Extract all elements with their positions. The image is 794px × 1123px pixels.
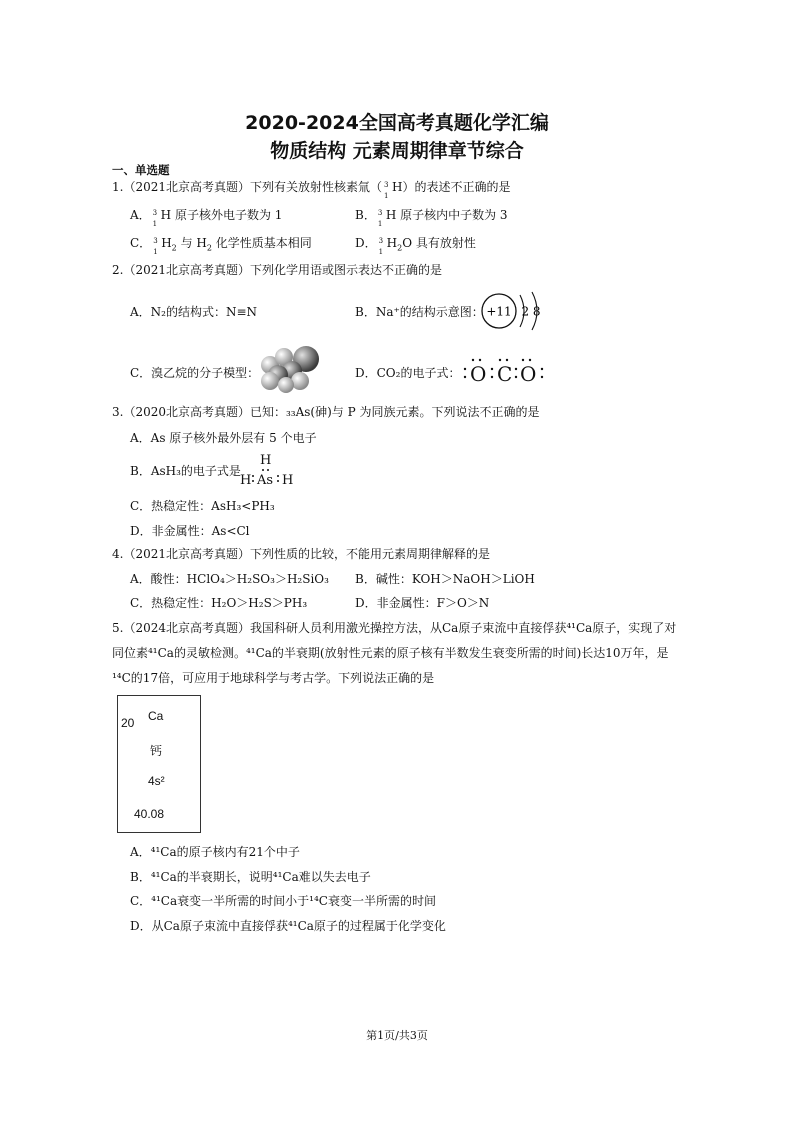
- element-name: 钙: [150, 744, 163, 758]
- question-3-option-b: B．AsH₃的电子式是: [130, 464, 241, 478]
- question-5-option-a: A．⁴¹Ca的原子核内有21个中子: [130, 845, 300, 859]
- page-footer: 第1页/共3页: [366, 1029, 428, 1042]
- question-2-option-c: C．溴乙烷的分子模型：: [130, 366, 260, 380]
- question-1-option-d: D． 3 1 $H_2O$ 具有放射性: [355, 236, 476, 256]
- svg-text:O: O: [470, 362, 487, 386]
- question-4-option-c: C．热稳定性：H₂O＞H₂S＞PH₃: [130, 596, 308, 610]
- nucleus-charge: +11: [486, 304, 512, 319]
- section-heading: 一、单选题: [112, 163, 170, 177]
- question-1-stem: 1.（2021北京高考真题）下列有关放射性核素氚（ 3 1 H）的表述不正确的是: [112, 180, 511, 200]
- question-4-option-a: A．酸性：HClO₄＞H₂SO₃＞H₂SiO₃: [130, 572, 329, 586]
- question-5-stem-line-1: 5.（2024北京高考真题）我国科研人员利用激光操控方法，从Ca原子束流中直接俘获⁴¹Ca原子，实现了对: [112, 621, 677, 635]
- svg-text:H: H: [260, 453, 272, 468]
- shell-electron-counts: 2 8: [521, 304, 541, 319]
- question-3-stem: 3.（2020北京高考真题）已知：₃₃As(砷)与 P 为同族元素。下列说法不正确的是: [112, 405, 540, 419]
- question-3-option-d: D．非金属性：As<Cl: [130, 524, 250, 538]
- question-2-option-a: A．N₂的结构式：N≡N: [130, 305, 258, 319]
- question-5-stem-line-2: 同位素⁴¹Ca的灵敏检测。⁴¹Ca的半衰期(放射性元素的原子核有半数发生衰变所需的时间)长达10万年，是: [112, 646, 669, 660]
- svg-text:As: As: [257, 473, 274, 488]
- question-4-stem: 4.（2021北京高考真题）下列性质的比较，不能用元素周期律解释的是: [112, 547, 490, 561]
- co2-electron-formula: [460, 355, 550, 389]
- calcium-element-card: [117, 695, 201, 833]
- document-subtitle: 物质结构 元素周期律章节综合: [270, 140, 524, 162]
- question-2-option-d: D．CO₂的电子式：: [355, 366, 461, 380]
- document-title: 2020-2024全国高考真题化学汇编: [245, 112, 549, 134]
- question-4-option-d: D．非金属性：F＞O＞N: [355, 596, 490, 610]
- svg-text:O: O: [520, 362, 537, 386]
- atomic-number: 20: [121, 716, 135, 730]
- svg-text:H: H: [240, 473, 252, 488]
- question-1-option-b: B． 3 1 H 原子核内中子数为 3: [355, 208, 508, 228]
- atomic-mass: 40.08: [134, 807, 165, 821]
- electron-configuration: 4s²: [148, 774, 165, 788]
- svg-text:C: C: [497, 362, 513, 386]
- element-symbol: Ca: [148, 709, 164, 723]
- bromoethane-model-image: [256, 343, 322, 393]
- question-2-stem: 2.（2021北京高考真题）下列化学用语或图示表达不正确的是: [112, 263, 442, 277]
- question-5-option-d: D．从Ca原子束流中直接俘获⁴¹Ca原子的过程属于化学变化: [130, 919, 446, 933]
- question-1-option-c: C． 3 1 $H_2$ 与 $H_2$ 化学性质基本相同: [130, 236, 312, 256]
- sodium-ion-structure-diagram: [478, 290, 548, 332]
- question-1-option-a: A． 3 1 H 原子核外电子数为 1: [130, 208, 283, 228]
- question-2-option-b: B．Na⁺的结构示意图：: [355, 305, 484, 319]
- question-3-option-c: C．热稳定性：AsH₃<PH₃: [130, 499, 275, 513]
- svg-text:H: H: [282, 473, 294, 488]
- question-4-option-b: B．碱性：KOH＞NaOH＞LiOH: [355, 572, 535, 586]
- question-5-option-c: C．⁴¹Ca衰变一半所需的时间小于¹⁴C衰变一半所需的时间: [130, 894, 436, 908]
- question-5-stem-line-3: ¹⁴C的17倍，可应用于地球科学与考古学。下列说法正确的是: [112, 671, 435, 685]
- question-5-option-b: B．⁴¹Ca的半衰期长，说明⁴¹Ca难以失去电子: [130, 870, 371, 884]
- ash3-electron-formula: [238, 450, 298, 490]
- question-3-option-a: A．As 原子核外最外层有 5 个电子: [130, 431, 317, 445]
